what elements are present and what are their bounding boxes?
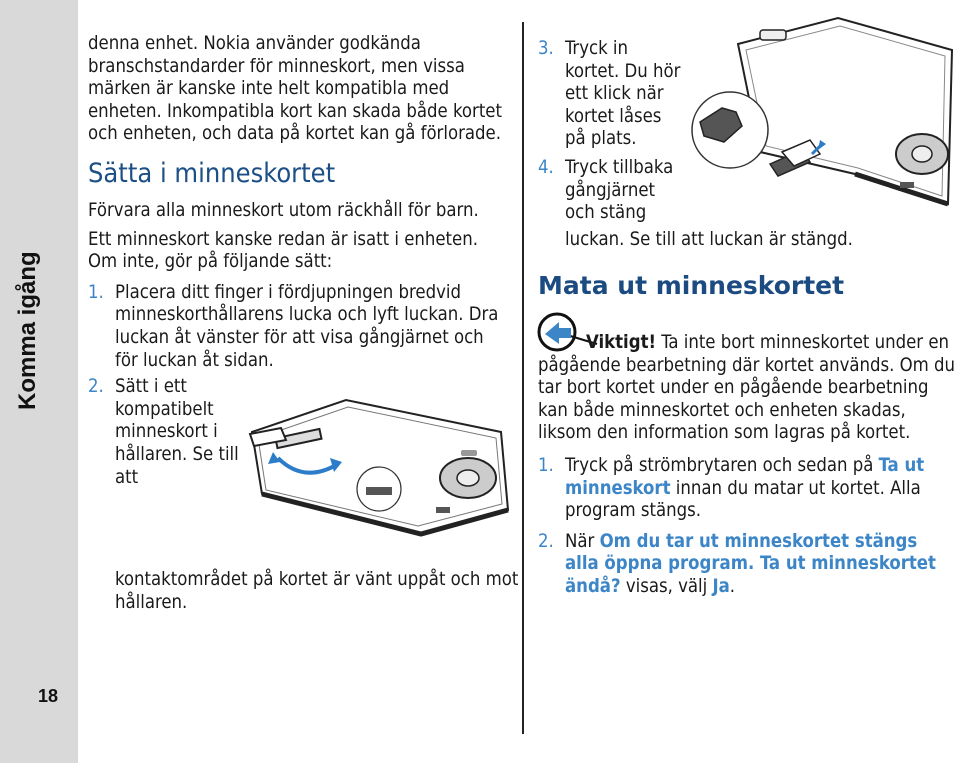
important-note [538, 332, 960, 445]
insert-step-2-continued [115, 569, 520, 614]
insert-step-2 [88, 376, 240, 489]
eject-section [538, 270, 958, 302]
step-text: Sätt i ett kompatibelt minneskort i hållaren. Se till att [115, 376, 239, 488]
step-text-continued: kontaktområdet på kortet är vänt uppåt och mot hållaren. [115, 569, 519, 613]
section-title-text: Komma igång [14, 251, 41, 410]
remove-card-option: Ta ut minneskort [565, 455, 925, 499]
phone-card-slot-illustration [246, 392, 516, 542]
sidebar [0, 0, 78, 763]
intro-paragraph: denna enhet. Nokia använder godkända branschstandarder för minneskort, men vissa märken är kanske inte helt kompatibla med enheten. Inkompatibla kort kan skada både kortet och enheten, och data på kortet kan gå förlorade. [88, 33, 502, 145]
step-text: . [729, 575, 736, 597]
step-number: 1. [88, 281, 104, 303]
eject-steps [538, 455, 948, 599]
step-text: Tryck tillbaka gångjärnet och stäng [565, 156, 674, 224]
phone-card-insert-illustration [690, 12, 955, 207]
section-title [14, 210, 54, 410]
eject-step-2 [538, 531, 948, 599]
preinstalled-paragraph: Ett minneskort kanske redan är isatt i enheten. Om inte, gör på följande sätt: [88, 228, 478, 273]
step-number: 3. [538, 38, 554, 59]
insert-heading: Sätta i minneskortet [88, 157, 336, 189]
important-label: Viktigt! [586, 332, 657, 353]
insert-step-3 [538, 38, 685, 151]
step-number: 2. [538, 530, 554, 552]
step-text: visas, välj [620, 575, 713, 597]
step-number: 4. [538, 156, 554, 178]
yes-option: Ja [712, 575, 730, 597]
step-text-continued: luckan. Se till att luckan är stängd. [565, 229, 853, 250]
eject-step-1 [538, 455, 948, 523]
step-text: Tryck in kortet. Du hör ett klick när kortet låses på plats. [565, 38, 681, 150]
step-number: 2. [88, 376, 104, 398]
step-text: innan du matar ut kortet. Alla program stängs. [565, 477, 921, 522]
storage-paragraph: Förvara alla minneskort utom räckhåll för barn. [88, 199, 479, 221]
insert-step-4 [538, 157, 685, 225]
column-divider [522, 22, 524, 734]
insert-step-4-continued [565, 229, 955, 252]
step-text: Tryck på strömbrytaren och sedan på [565, 455, 879, 476]
step-text: Placera ditt finger i fördjupningen bredvid minneskorthållarens lucka och lyft luckan. Dra luckan åt vänster för att visa gångjärnet och för luckan åt sidan. [115, 281, 499, 371]
step-number: 1. [538, 455, 554, 476]
page-number: 18 [38, 686, 59, 706]
important-text: Ta inte bort minneskortet under en pågående bearbetning där kortet används. Om du tar bort kortet under en pågående bearbetning kan både minneskortet och enheten skadas, liksom den information som lagras på kortet. [538, 332, 956, 444]
eject-heading: Mata ut minneskortet [538, 271, 845, 300]
insert-step-1 [88, 282, 508, 372]
step-text: När [565, 530, 600, 552]
confirm-prompt-text: Om du tar ut minneskortet stängs alla öppna program. Ta ut minneskortet ändå? [565, 530, 936, 597]
